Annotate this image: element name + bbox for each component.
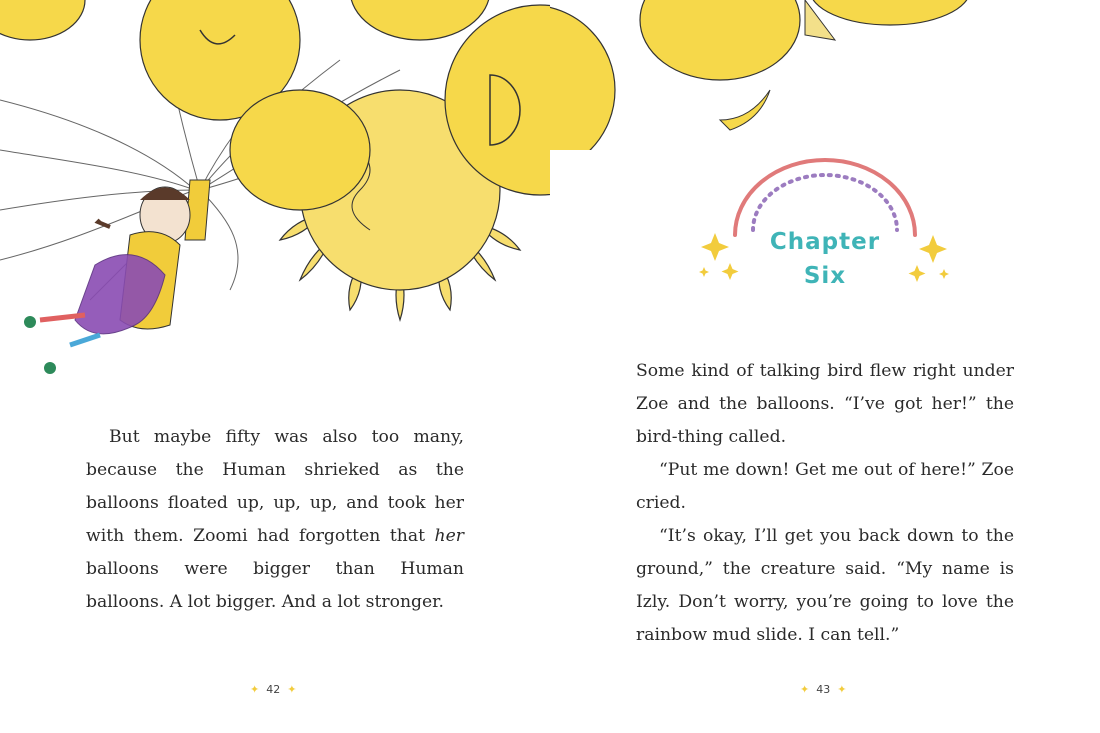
paragraph: But maybe fifty was also too many, because the Human shrieked as the balloons floated up, up, up, and took her with them. Zoomi had forgotten that her balloons were bigger than Human balloons. A lot bigger. And a lot stronger. [86,427,464,612]
page-number-left: ✦ 42 ✦ [250,683,297,696]
paragraph: “It’s okay, I’ll get you back down to the ground,” the creature said. “My name is Izly. Don’t worry, you’re going to love the rainbow mud slide. I can tell.” [636,526,1014,645]
paragraph: Some kind of talking bird flew right under Zoe and the balloons. “I’ve got her!” the bird-thing called. [636,361,1014,447]
balloon-cluster-illustration [550,0,1100,150]
right-page [550,0,1100,733]
left-page-text [86,421,464,619]
sparkle-icon: ✦ [287,683,297,696]
girl-floating-illustration [24,180,210,374]
sparkle-icon: ✦ [800,683,810,696]
paragraph: “Put me down! Get me out of here!” Zoe cried. [636,460,1014,513]
right-page-text [636,355,1014,652]
page-number-right: ✦ 43 ✦ [800,683,847,696]
chapter-number: Six [803,263,847,289]
chapter-heading [695,155,955,295]
emphasis: her [434,526,464,546]
balloon-cluster-illustration [0,0,550,400]
chapter-label: Chapter [769,229,881,255]
sparkle-icon: ✦ [250,683,260,696]
sparkle-icon: ✦ [837,683,847,696]
